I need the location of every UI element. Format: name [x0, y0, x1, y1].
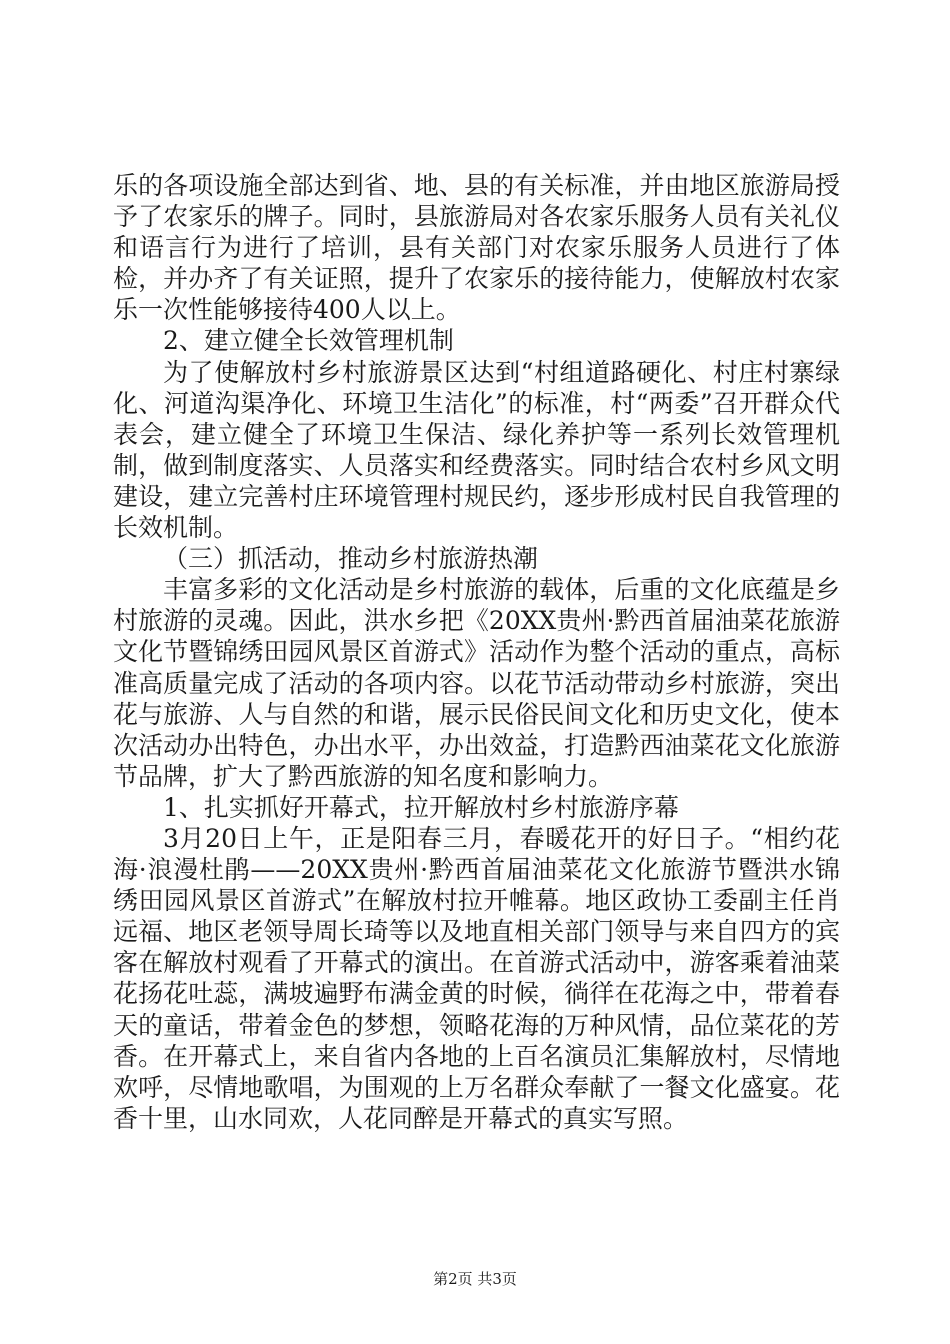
- document-body: [113, 170, 840, 1134]
- page-footer: [0, 1268, 950, 1289]
- paragraph-5: 丰富多彩的文化活动是乡村旅游的载体，后重的文化底蕴是乡村旅游的灵魂。因此，洪水乡把《20XX贵州·黔西首届油菜花旅游文化节暨锦绣田园风景区首游式》活动作为整个活动的重点，高标准高质量完成了活动的各项内容。以花节活动带动乡村旅游，突出花与旅游、人与自然的和谐，展示民俗民间文化和历史文化，使本次活动办出特色，办出水平，办出效益，打造黔西油菜花文化旅游节品牌，扩大了黔西旅游的知名度和影响力。: [113, 575, 840, 791]
- paragraph-7: 3月20日上午，正是阳春三月，春暖花开的好日子。“相约花海·浪漫杜鹃——20XX贵州·黔西首届油菜花文化旅游节暨洪水锦绣田园风景区首游式”在解放村拉开帷幕。地区政协工委副主任肖远福、地区老领导周长琦等以及地直相关部门领导与来自四方的宾客在解放村观看了开幕式的演出。在首游式活动中，游客乘着油菜花扬花吐蕊，满坡遍野布满金黄的时候，徜徉在花海之中，带着春天的童话，带着金色的梦想，领略花海的万种风情，品位菜花的芳香。在开幕式上，来自省内各地的上百名演员汇集解放村，尽情地欢呼，尽情地歌唱，为围观的上万名群众奉献了一餐文化盛宴。花香十里，山水同欢，人花同醉是开幕式的真实写照。: [113, 823, 840, 1133]
- paragraph-1: 乐的各项设施全部达到省、地、县的有关标准，并由地区旅游局授予了农家乐的牌子。同时，县旅游局对各农家乐服务人员有关礼仪和语言行为进行了培训，县有关部门对农家乐服务人员进行了体检，并办齐了有关证照，提升了农家乐的接待能力，使解放村农家乐一次性能够接待400人以上。: [113, 171, 840, 325]
- heading-2-long-term-mechanism: 2、建立健全长效管理机制: [163, 326, 454, 356]
- heading-1-opening-ceremony: 1、扎实抓好开幕式，拉开解放村乡村旅游序幕: [163, 792, 679, 822]
- page-number: 第2页 共3页: [433, 1270, 517, 1288]
- paragraph-3: 为了使解放村乡村旅游景区达到“村组道路硬化、村庄村寨绿化、河道沟渠净化、环境卫生洁化”的标准，村“两委”召开群众代表会，建立健全了环境卫生保洁、绿化养护等一系列长效管理机制，做到制度落实、人员落实和经费落实。同时结合农村乡风文明建设，建立完善村庄环境管理村规民约，逐步形成村民自我管理的长效机制。: [113, 357, 840, 543]
- heading-section-three: （三）抓活动，推动乡村旅游热潮: [163, 544, 539, 574]
